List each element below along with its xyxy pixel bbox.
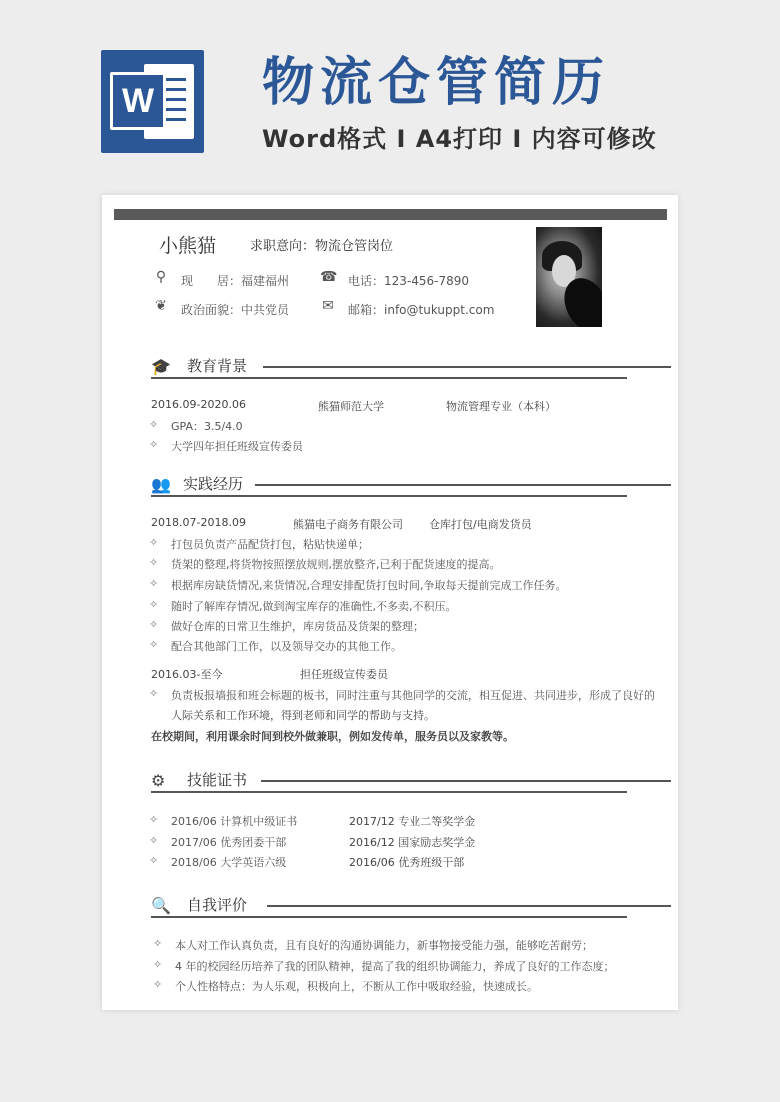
banner-title: 物流仓管简历 [262,53,611,113]
list-item: 2017/12 专业二等奖学金 [349,815,476,828]
list-item: ✧ 本人对工作认真负责，且有良好的沟通协调能力，新事物接受能力强，能够吃苦耐劳； [153,937,593,952]
list-item: ✧ 打包员负责产品配货打包，粘贴快递单； [149,536,369,551]
profile-photo [536,227,602,327]
job1-role: 仓库打包/电商发货员 [429,518,532,531]
list-item: ✧ GPA：3.5/4.0 [149,418,243,433]
education-period: 2016.09-2020.06 [151,398,246,411]
list-item: 2016/12 国家励志奖学金 [349,836,476,849]
education-school: 熊猫师范大学 [318,400,384,413]
list-item: ✧ 个人性格特点：为人乐观，积极向上，不断从工作中吸取经验，快速成长。 [153,978,538,993]
list-item-continuation: 人际关系和工作环境，得到老师和同学的帮助与支持。 [171,709,435,722]
people-icon: 👥 [151,475,171,494]
residence-info: ⚲ 现 居：福建福州 [181,272,289,289]
list-item: ✧ 负责板报墙报和班会标题的板书，同时注重与其他同学的交流，相互促进、共同进步，形成了良好的 [149,687,655,702]
job2-role: 担任班级宣传委员 [300,668,388,681]
list-item: ✧ 2018/06 大学英语六级 [149,854,287,869]
graduation-cap-icon: 🎓 [151,357,171,376]
word-logo-icon [101,50,204,153]
education-header: 🎓 教育背景 [151,353,631,383]
job1-period: 2018.07-2018.09 [151,516,246,529]
skills-header: ⚙ 技能证书 [151,767,631,797]
word-letter: W [110,72,166,130]
list-item: 2016/06 优秀班级干部 [349,856,465,869]
gears-icon: ⚙ [151,771,166,790]
job1-company: 熊猫电子商务有限公司 [293,518,403,531]
list-item: ✧ 根据库房缺货情况,来货情况,合理安排配货打包时间,争取每天提前完成工作任务。 [149,577,567,592]
leaf-icon: ❦ [155,298,167,314]
practice-header: 👥 实践经历 [151,471,631,501]
top-bar [114,209,667,220]
list-item: ✧ 做好仓库的日常卫生维护，库房货品及货架的整理； [149,618,424,633]
list-item: ✧ 大学四年担任班级宣传委员 [149,438,303,453]
self-eval-header: 🔍 自我评价 [151,892,631,922]
job2-period: 2016.03-至今 [151,668,223,681]
list-item: ✧ 2016/06 计算机中级证书 [149,813,298,828]
envelope-icon: ✉ [322,298,334,314]
list-item: ✧ 2017/06 优秀团委干部 [149,834,287,849]
resume-page [102,195,678,1010]
phone-info: ☎ 电话：123-456-7890 [320,269,470,288]
location-pin-icon: ⚲ [155,269,167,285]
email-info: ✉ 邮箱：info@tukuppt.com [348,301,494,318]
list-item: ✧ 货架的整理,将货物按照摆放规则,摆放整齐,已利于配货速度的提高。 [149,556,501,571]
list-item: ✧ 4 年的校园经历培养了我的团队精神，提高了我的组织协调能力，养成了良好的工作态度； [153,958,615,973]
list-item: ✧ 配合其他部门工作，以及领导交办的其他工作。 [149,638,402,653]
education-major: 物流管理专业（本科） [446,400,556,413]
politics-info: ❦ 政治面貌：中共党员 [181,301,289,318]
phone-icon: ☎ [320,269,338,285]
job-intent: 求职意向：物流仓管岗位 [250,239,394,254]
magnifier-icon: 🔍 [151,896,171,915]
banner-subtitle: Word格式 I A4打印 I 内容可修改 [262,125,657,153]
candidate-name: 小熊猫 [159,235,217,257]
practice-note: 在校期间，利用课余时间到校外做兼职，例如发传单，服务员以及家教等。 [151,730,514,743]
list-item: ✧ 随时了解库存情况,做到淘宝库存的准确性,不多卖,不积压。 [149,598,457,613]
